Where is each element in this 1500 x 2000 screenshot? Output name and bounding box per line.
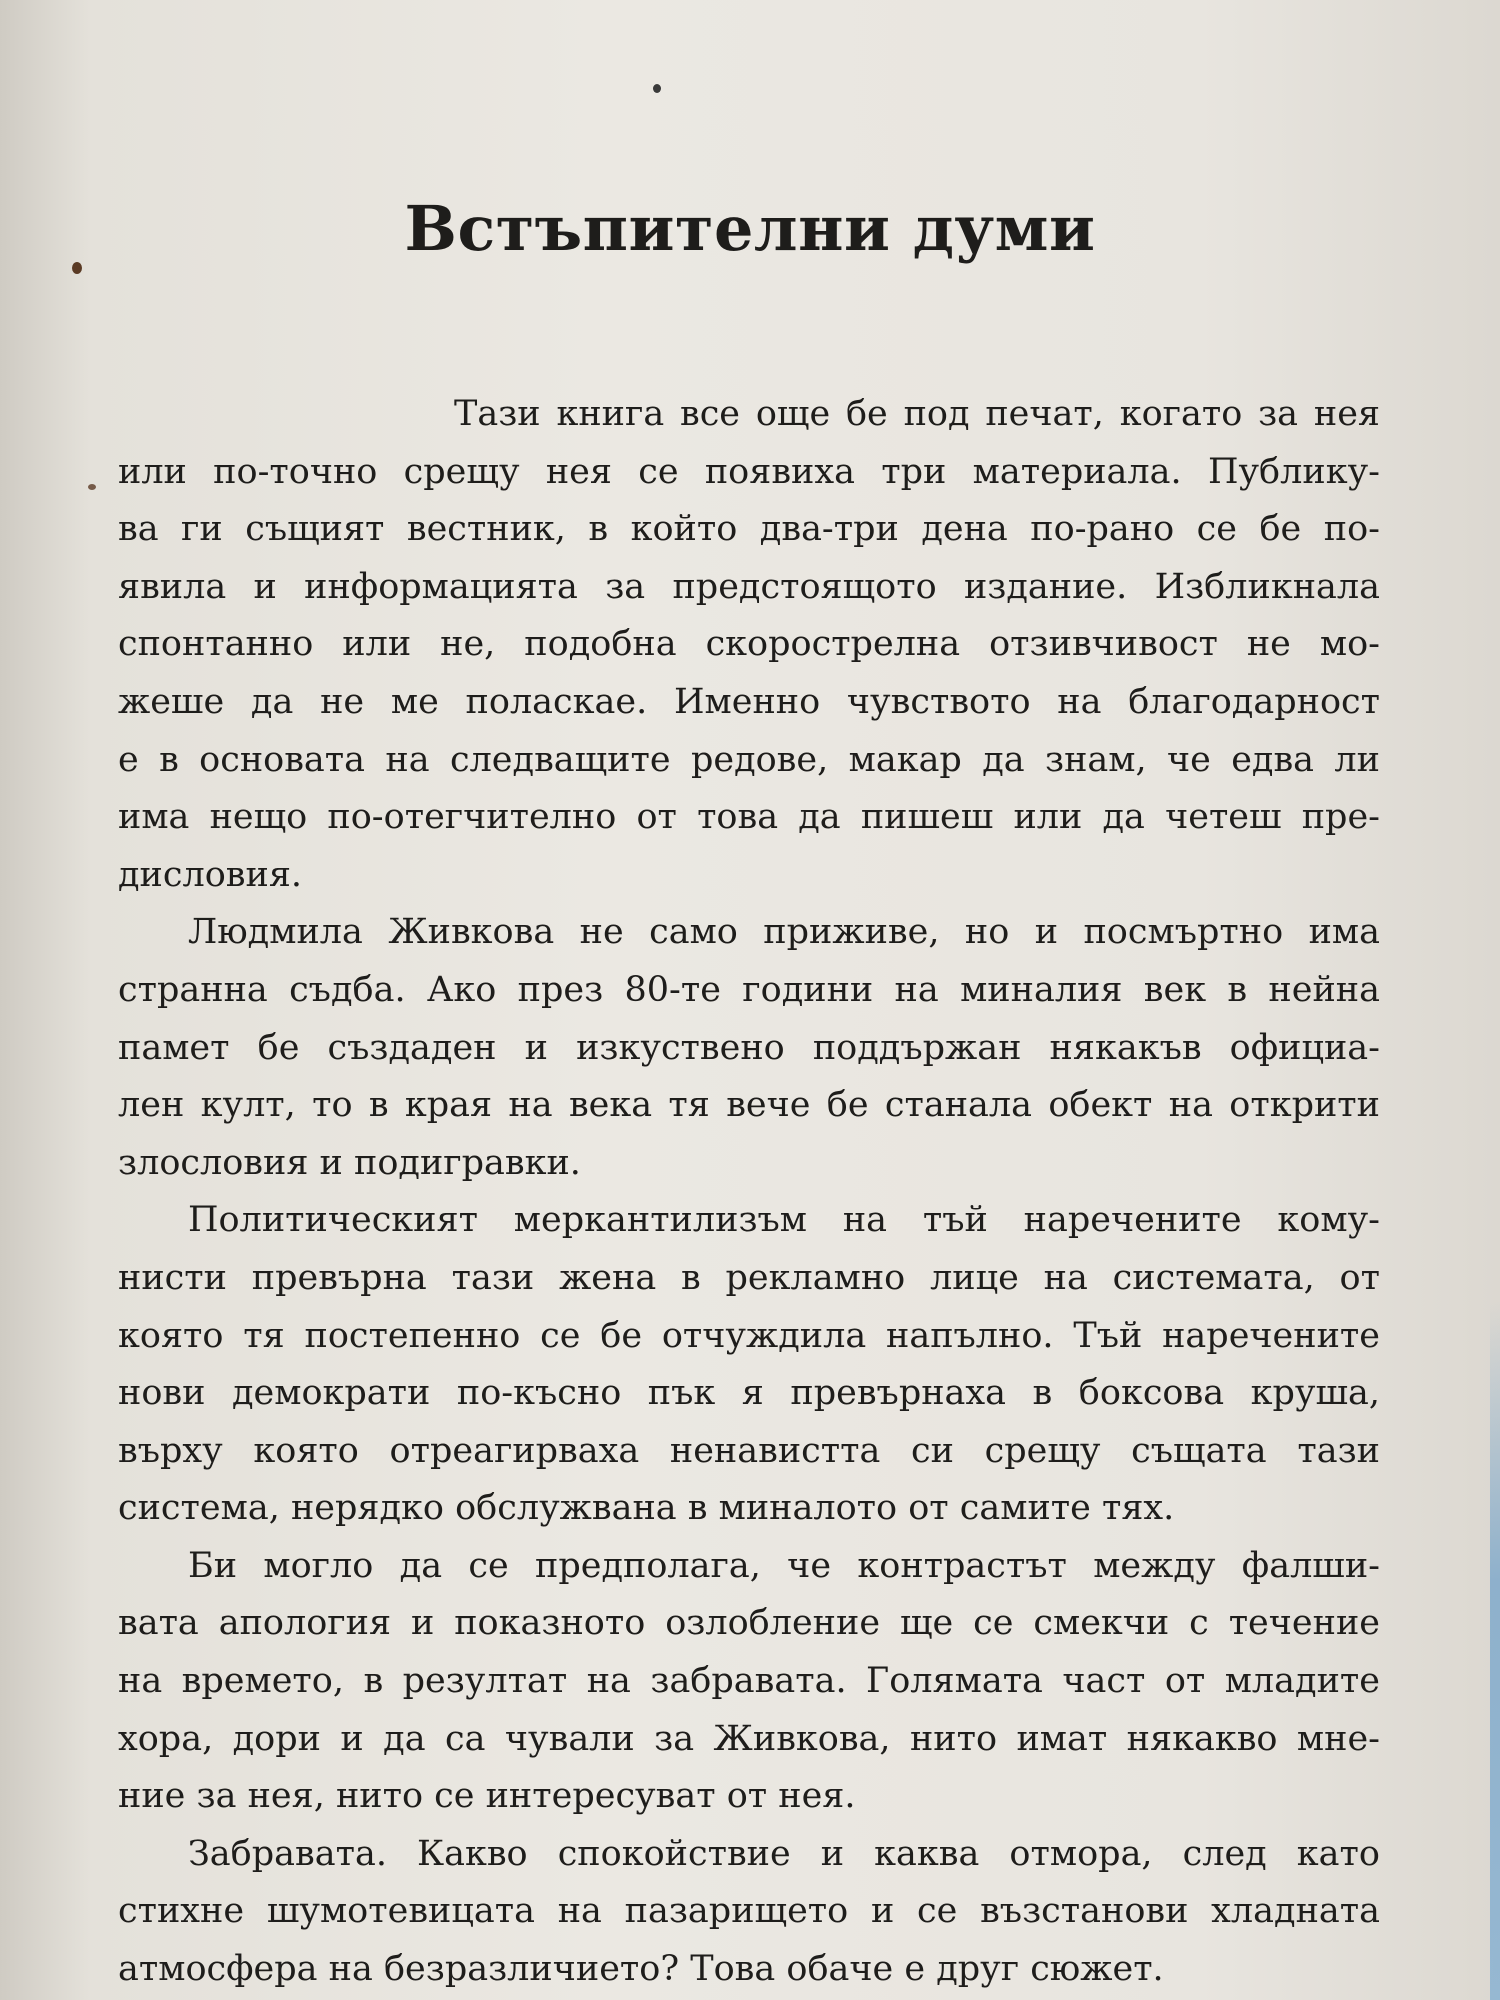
chapter-title: Встъпителни думи	[404, 192, 1096, 265]
paragraph	[118, 386, 1380, 904]
text-line: нисти превърна тази жена в рекламно лице на системата, от	[118, 1257, 1380, 1298]
paragraph	[118, 1538, 1380, 1826]
text-line: ние за нея, нито се интересуват от нея.	[118, 1776, 856, 1817]
text-line: лен култ, то в края на века тя вече бе станала обект на открити	[118, 1085, 1380, 1126]
text-line: Би могло да се предполага, че контрастът между фалши-	[188, 1545, 1380, 1586]
text-line: странна съдба. Ако през 80-те години на миналия век в нейна	[118, 969, 1380, 1010]
text-line: Забравата. Какво спокойствие и каква отмора, след като	[188, 1833, 1380, 1874]
text-line: Тази книга все още бе под печат, когато за нея	[454, 394, 1380, 434]
body-text	[118, 386, 1380, 1999]
text-line: върху която отреагирваха ненавистта си срещу същата тази	[118, 1430, 1380, 1471]
paragraph	[118, 1826, 1380, 1999]
text-line: явила и информацията за предстоящото издание. Избликнала	[118, 566, 1380, 607]
paper-spot	[653, 84, 661, 93]
paper-spot	[88, 484, 96, 490]
page-edge-shadow	[1490, 1300, 1500, 2000]
text-line: злословия и подигравки.	[118, 1142, 581, 1183]
paragraph	[118, 904, 1380, 1192]
text-line: нови демократи по-късно пък я превърнаха в боксова круша,	[118, 1373, 1380, 1414]
text-line: стихне шумотевицата на пазарището и се възстанови хладната	[118, 1891, 1380, 1932]
text-line: жеше да не ме поласкае. Именно чувството на благодарност	[118, 681, 1380, 722]
text-line: е в основата на следващите редове, макар да знам, че едва ли	[118, 739, 1380, 780]
text-line: или по-точно срещу нея се появиха три материала. Публику-	[118, 451, 1380, 492]
text-line: която тя постепенно се бе отчуждила напълно. Тъй наречените	[118, 1315, 1380, 1356]
text-line: система, нерядко обслужвана в миналото от самите тях.	[118, 1488, 1175, 1529]
text-line: вата апология и показното озлобление ще се смекчи с течение	[118, 1603, 1380, 1644]
text-line: на времето, в резултат на забравата. Голямата част от младите	[118, 1661, 1380, 1702]
text-line: атмосфера на безразличието? Това обаче е друг сюжет.	[118, 1949, 1164, 1990]
text-line: има нещо по-отегчително от това да пишеш или да четеш пре-	[118, 797, 1380, 838]
text-line: хора, дори и да са чували за Живкова, нито имат някакво мне-	[118, 1718, 1380, 1759]
text-line: памет бе създаден и изкуствено поддържан някакъв официа-	[118, 1027, 1380, 1068]
paragraph	[118, 1192, 1380, 1538]
text-line: спонтанно или не, подобна скорострелна отзивчивост не мо-	[118, 624, 1380, 665]
text-line: Людмила Живкова не само приживе, но и посмъртно има	[188, 912, 1380, 953]
text-line: ва ги същият вестник, в който два-три дена по-рано се бе по-	[118, 509, 1380, 550]
text-line: дисловия.	[118, 854, 303, 895]
text-line: Политическият меркантилизъм на тъй наречените кому-	[188, 1200, 1380, 1241]
